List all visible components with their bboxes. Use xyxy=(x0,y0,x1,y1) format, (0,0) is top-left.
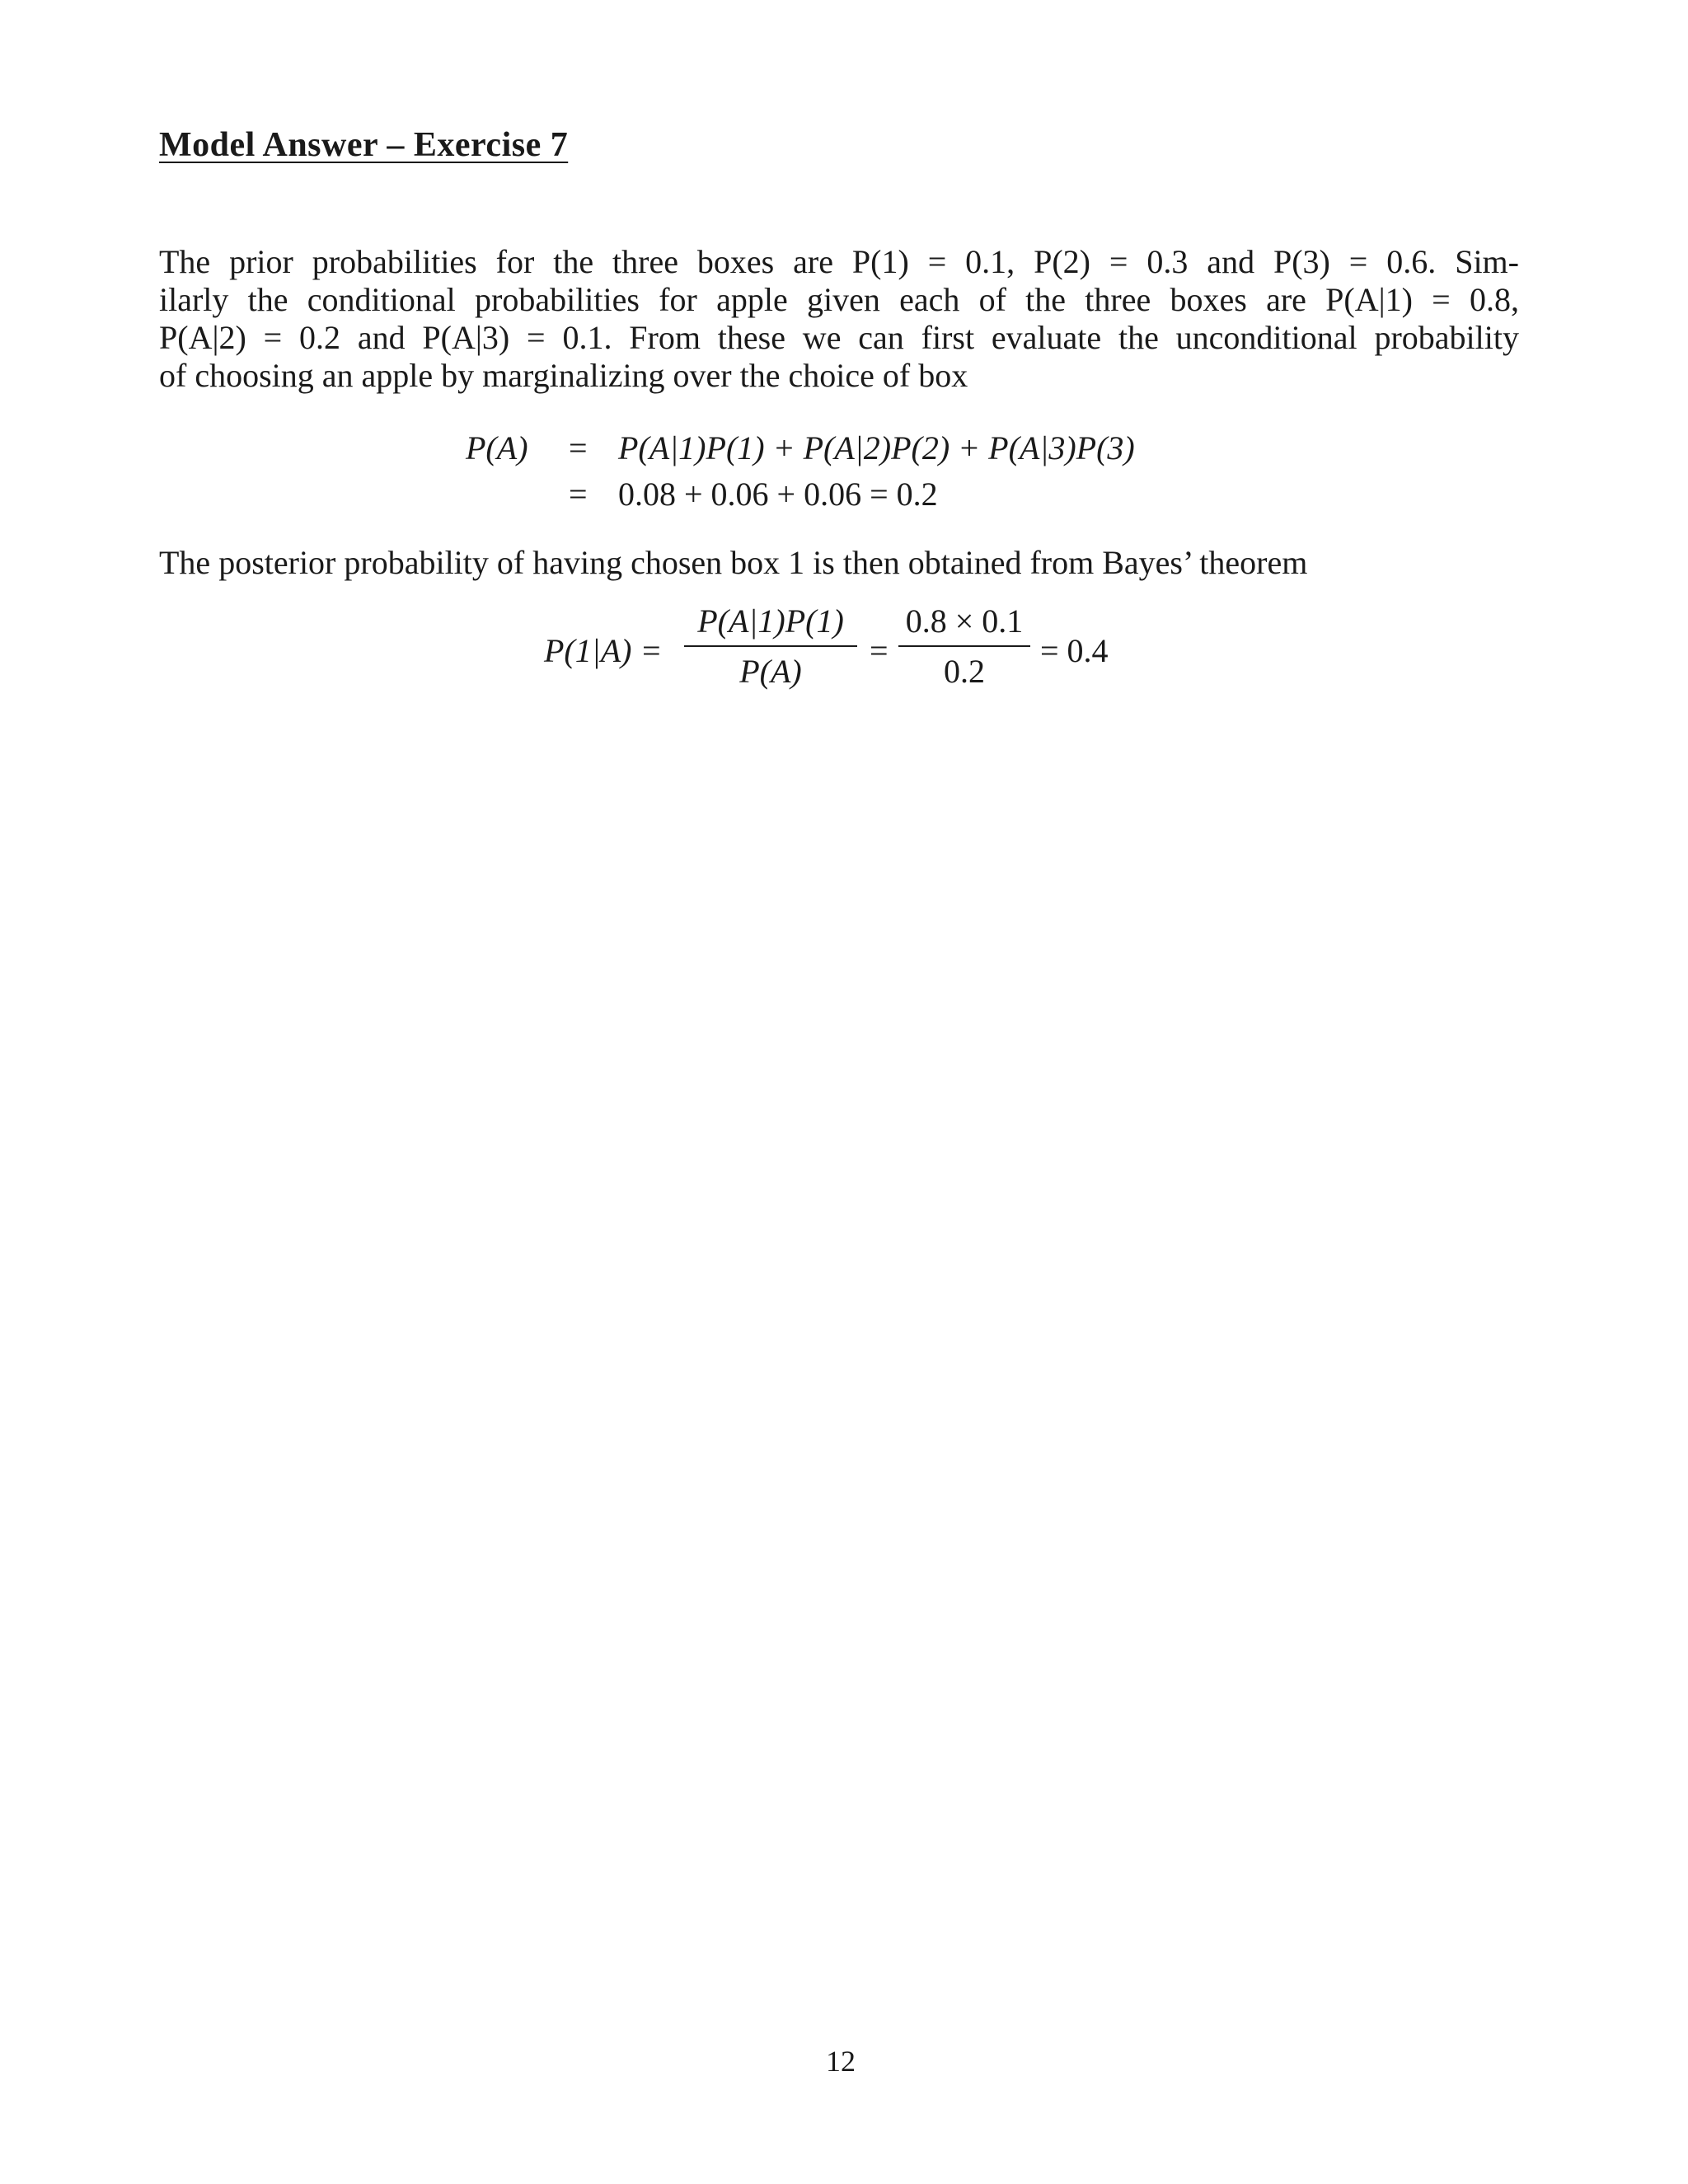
intro-line-4: of choosing an apple by marginalizing over the choice of box xyxy=(159,357,968,394)
bayes-equals-mid: = xyxy=(870,632,889,669)
bayes-fraction-2 xyxy=(898,602,1030,691)
equation-lhs: P(A) xyxy=(466,429,528,466)
intro-line-2: ilarly the conditional probabilities for apple given each of the three boxes are P(A|1) = 0.8, xyxy=(159,281,1519,318)
fraction-2-numerator: 0.8 × 0.1 xyxy=(905,602,1024,640)
equation-equals-1: = xyxy=(569,429,588,466)
intro-paragraph xyxy=(159,243,1519,395)
fraction-1-bar xyxy=(684,645,857,647)
page-number: 12 xyxy=(826,2045,856,2078)
bayes-fraction-1 xyxy=(684,602,857,691)
posterior-paragraph xyxy=(159,544,1519,582)
intro-line-3: P(A|2) = 0.2 and P(A|3) = 0.1. From these we can first evaluate the unconditional probability xyxy=(159,319,1519,356)
equation-rhs-1: P(A|1)P(1) + P(A|2)P(2) + P(A|3)P(3) xyxy=(618,429,1135,466)
intro-line-1: The prior probabilities for the three boxes are P(1) = 0.1, P(2) = 0.3 and P(3) = 0.6. Sim- xyxy=(159,243,1519,280)
bayes-result: = 0.4 xyxy=(1040,632,1109,669)
exercise-heading: Model Answer – Exercise 7 xyxy=(159,126,569,164)
fraction-1-numerator: P(A|1)P(1) xyxy=(697,602,844,640)
fraction-1-denominator: P(A) xyxy=(739,653,802,690)
equation-rhs-2: 0.08 + 0.06 + 0.06 = 0.2 xyxy=(618,476,938,513)
equation-equals-2: = xyxy=(569,476,588,513)
fraction-2-bar xyxy=(898,645,1030,647)
posterior-line: The posterior probability of having chosen box 1 is then obtained from Bayes’ theorem xyxy=(159,544,1308,581)
bayes-lhs: P(1|A) = xyxy=(544,632,663,669)
fraction-2-denominator: 0.2 xyxy=(944,653,985,690)
bayes-equation xyxy=(0,602,1688,709)
